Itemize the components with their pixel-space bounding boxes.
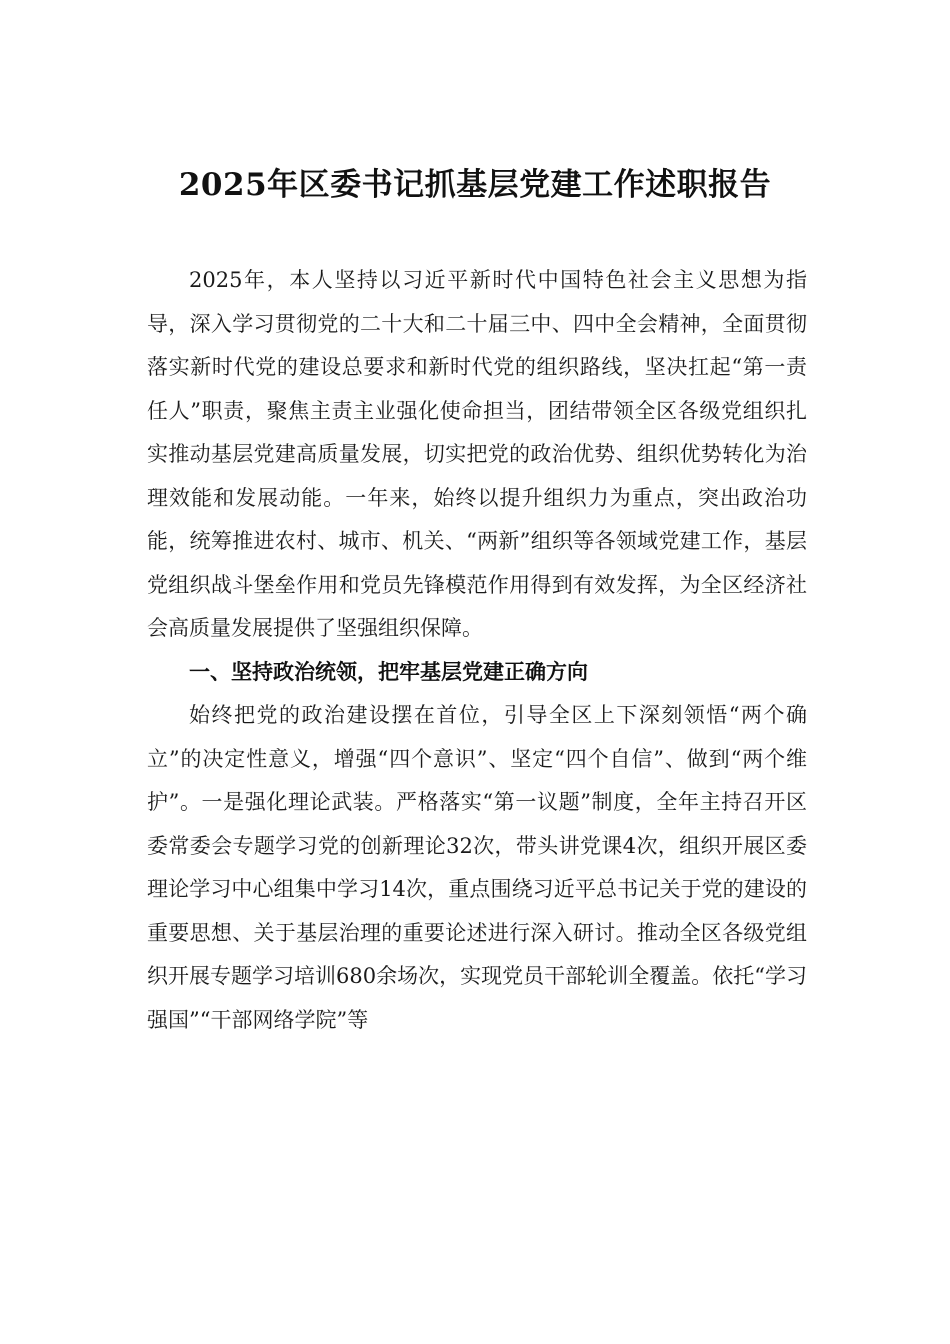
document-body [147,259,807,1042]
document-title: 2025年区委书记抓基层党建工作述职报告 [178,167,772,203]
section-paragraph: 始终把党的政治建设摆在首位，引导全区上下深刻领悟“两个确立”的决定性意义，增强“四个意识”、坚定“四个自信”、做到“两个维护”。一是强化理论武装。严格落实“第一议题”制度，全年主持召开区委常委会专题学习党的创新理论32次，带头讲党课4次，组织开展区委理论学习中心组集中学习14次，重点围绕习近平总书记关于党的建设的重要思想、关于基层治理的重要论述进行深入研讨。推动全区各级党组织开展专题学习培训680余场次，实现党员干部轮训全覆盖。依托“学习强国”“干部网络学院”等 [147,703,807,1032]
section-heading: 一、坚持政治统领，把牢基层党建正确方向 [189,659,588,684]
intro-paragraph: 2025年，本人坚持以习近平新时代中国特色社会主义思想为指导，深入学习贯彻党的二十大和二十届三中、四中全会精神，全面贯彻落实新时代党的建设总要求和新时代党的组织路线，坚决扛起“第一责任人”职责，聚焦主责主业强化使命担当，团结带领全区各级党组织扎实推动基层党建高质量发展，切实把党的政治优势、组织优势转化为治理效能和发展动能。一年来，始终以提升组织力为重点，突出政治功能，统筹推进农村、城市、机关、“两新”组织等各领域党建工作，基层党组织战斗堡垒作用和党员先锋模范作用得到有效发挥，为全区经济社会高质量发展提供了坚强组织保障。 [147,268,807,640]
